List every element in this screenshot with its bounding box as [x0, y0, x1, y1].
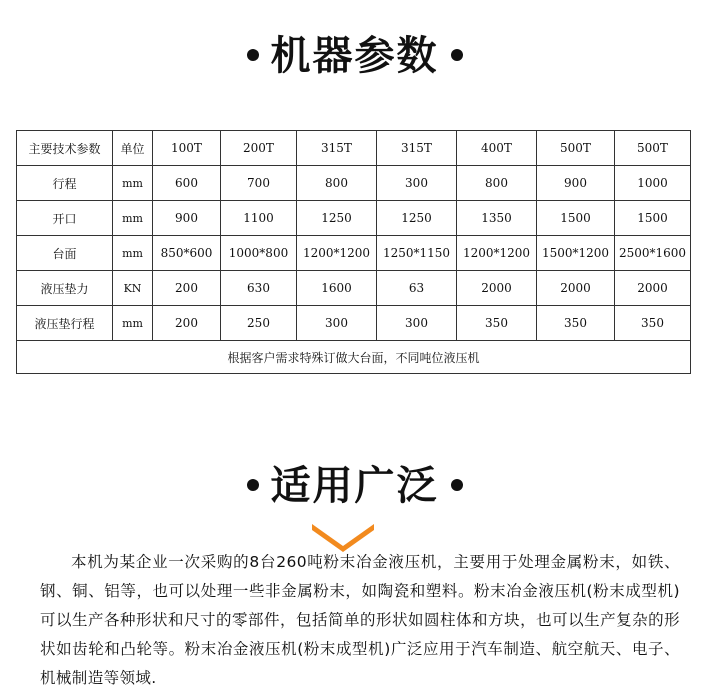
row-value: 850*600 [153, 236, 221, 271]
row-value: 1100 [221, 201, 297, 236]
row-value: 1000*800 [221, 236, 297, 271]
row-value: 1000 [615, 166, 691, 201]
table-note: 根据客户需求特殊订做大台面，不同吨位液压机 [17, 341, 691, 374]
row-unit: KN [113, 271, 153, 306]
bullet-dot-icon [247, 479, 259, 491]
spec-table [16, 130, 691, 374]
table-note-row [17, 341, 691, 374]
section-heading-params [0, 24, 709, 81]
row-value: 350 [457, 306, 537, 341]
header-model: 200T [221, 131, 297, 166]
row-param: 液压垫行程 [17, 306, 113, 341]
row-value: 1500 [537, 201, 615, 236]
row-value: 350 [615, 306, 691, 341]
row-value: 1350 [457, 201, 537, 236]
row-value: 2000 [537, 271, 615, 306]
row-value: 200 [153, 306, 221, 341]
header-model: 315T [297, 131, 377, 166]
row-value: 1200*1200 [457, 236, 537, 271]
row-value: 1500 [615, 201, 691, 236]
row-value: 800 [297, 166, 377, 201]
section-heading-usage [0, 454, 709, 511]
row-value: 600 [153, 166, 221, 201]
table-row [17, 166, 691, 201]
table-header-row [17, 131, 691, 166]
table-row [17, 236, 691, 271]
row-param: 开口 [17, 201, 113, 236]
row-value: 1250 [297, 201, 377, 236]
table-row [17, 306, 691, 341]
row-value: 800 [457, 166, 537, 201]
header-model: 315T [377, 131, 457, 166]
row-param: 液压垫力 [17, 271, 113, 306]
row-value: 900 [537, 166, 615, 201]
row-value: 2000 [615, 271, 691, 306]
row-param: 行程 [17, 166, 113, 201]
row-value: 1200*1200 [297, 236, 377, 271]
row-unit: mm [113, 166, 153, 201]
header-model: 400T [457, 131, 537, 166]
header-model: 500T [615, 131, 691, 166]
row-value: 63 [377, 271, 457, 306]
row-value: 350 [537, 306, 615, 341]
row-param: 台面 [17, 236, 113, 271]
bullet-dot-icon [451, 479, 463, 491]
section-title: 适用广泛 [270, 463, 439, 509]
table-row [17, 271, 691, 306]
row-unit: mm [113, 201, 153, 236]
bullet-dot-icon [247, 49, 259, 61]
row-value: 900 [153, 201, 221, 236]
row-value: 300 [377, 166, 457, 201]
header-param: 主要技术参数 [17, 131, 113, 166]
row-value: 1600 [297, 271, 377, 306]
row-unit: mm [113, 306, 153, 341]
row-value: 2500*1600 [615, 236, 691, 271]
row-value: 1250 [377, 201, 457, 236]
header-model: 100T [153, 131, 221, 166]
header-unit: 单位 [113, 131, 153, 166]
row-value: 700 [221, 166, 297, 201]
row-value: 630 [221, 271, 297, 306]
row-value: 2000 [457, 271, 537, 306]
description-paragraph: 本机为某企业一次采购的8台260吨粉末冶金液压机，主要用于处理金属粉末，如铁、钢、铜、铝等，也可以处理一些非金属粉末，如陶瓷和塑料。粉末冶金液压机(粉末成型机)可以生产各种形状和尺寸的零部件，包括简单的形状如圆柱体和方块，也可以生产复杂的形状如齿轮和凸轮等。粉末冶金液压机(粉末成型机)广泛应用于汽车制造、航空航天、电子、机械制造等领域. [40, 553, 680, 687]
row-value: 1250*1150 [377, 236, 457, 271]
row-value: 300 [297, 306, 377, 341]
table-row [17, 201, 691, 236]
section-title: 机器参数 [270, 33, 439, 79]
bullet-dot-icon [451, 49, 463, 61]
row-value: 300 [377, 306, 457, 341]
row-unit: mm [113, 236, 153, 271]
row-value: 250 [221, 306, 297, 341]
row-value: 1500*1200 [537, 236, 615, 271]
header-model: 500T [537, 131, 615, 166]
row-value: 200 [153, 271, 221, 306]
